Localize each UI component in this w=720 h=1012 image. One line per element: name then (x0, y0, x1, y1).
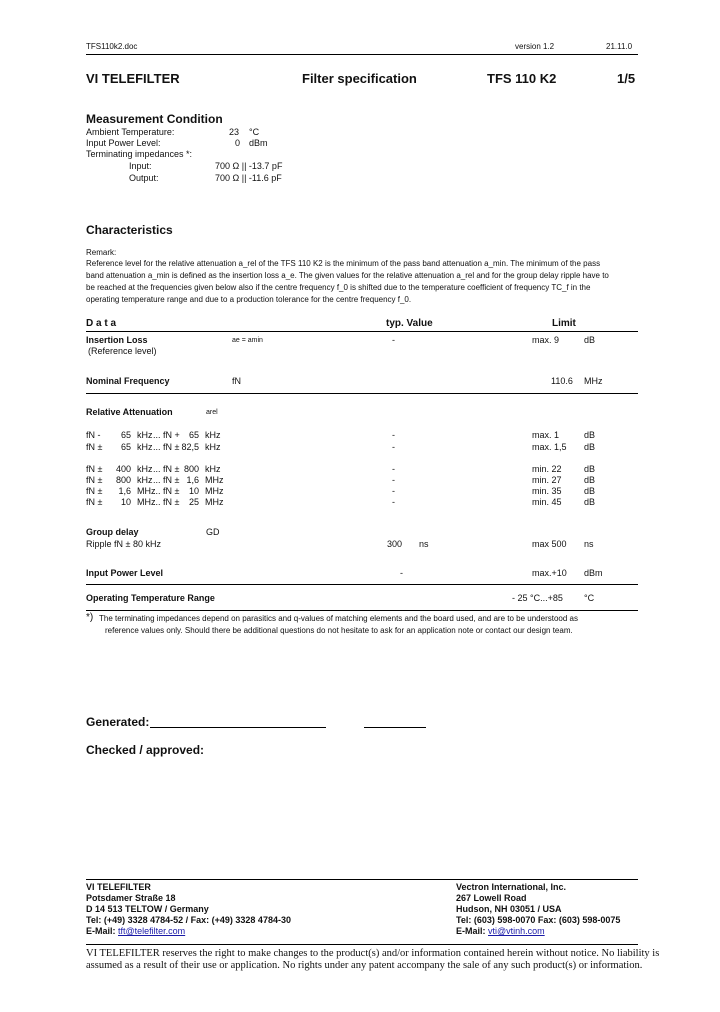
footer-rule (86, 944, 638, 945)
nominal-freq-label: Nominal Frequency (86, 376, 170, 386)
input-power-unit: dBm (584, 568, 603, 578)
version: version 1.2 (515, 42, 555, 51)
rel-att-limit: max. 1,5 (532, 442, 567, 452)
rel-att-f1: fN ± (86, 475, 103, 485)
rel-att-f2: ... fN ± (153, 497, 180, 507)
rel-att-unit: dB (584, 475, 596, 485)
rel-att-v2: 82,5 (181, 442, 199, 452)
rel-att-u2: kHz (205, 430, 221, 440)
disclaimer-line: VI TELEFILTER reserves the right to make changes to the product(s) and/or information contained herein without notice. No liability is (86, 948, 660, 959)
email-label: E-Mail: (86, 926, 119, 936)
rel-att-f1: fN ± (86, 464, 103, 474)
footnote-line: reference values only. Should there be additional questions do not hesitate to ask for an application note or contact our design team. (105, 626, 573, 635)
footer-left-line: Potsdamer Straße 18 (86, 893, 176, 903)
generated-label: Generated: (86, 715, 150, 729)
page-number: 1/5 (617, 71, 636, 86)
col-data: D a t a (86, 318, 117, 329)
date: 21.11.0 (606, 42, 633, 51)
rel-att-v1: 400 (115, 464, 131, 474)
measurement-title: Measurement Condition (86, 112, 223, 126)
ripple-typ: 300 (387, 539, 403, 549)
input-imp-label: Input: (129, 161, 152, 171)
generated-signature-line (150, 727, 326, 728)
ripple-unit: ns (584, 539, 594, 549)
rel-att-u1: kHz (137, 464, 153, 474)
row-rule (86, 584, 638, 585)
email-label: E-Mail: (456, 926, 489, 936)
input-power-label: Input Power Level: (86, 138, 161, 148)
input-power-row-label: Input Power Level (86, 568, 164, 578)
rel-att-u2: kHz (205, 464, 221, 474)
insertion-loss-sub: (Reference level) (88, 346, 157, 356)
rel-att-v2: 1,6 (186, 475, 199, 485)
output-imp-label: Output: (129, 173, 159, 183)
rel-att-v2: 10 (188, 486, 199, 496)
rel-att-v2: 800 (183, 464, 199, 474)
col-typ: typ. Value (386, 318, 433, 329)
rel-att-limit: min. 22 (532, 464, 562, 474)
insertion-loss-limit: max. 9 (532, 335, 560, 345)
rel-att-u1: kHz (137, 430, 153, 440)
rel-att-unit: dB (584, 497, 596, 507)
rel-att-u1: MHz (137, 486, 156, 496)
rel-att-u2: MHz (205, 475, 224, 485)
rel-att-f2: ... fN ± (153, 486, 180, 496)
email-link-vectron[interactable]: vti@vtinh.com (488, 926, 545, 936)
rel-att-f2: ... fN ± (153, 475, 180, 485)
rel-att-limit: min. 35 (532, 486, 562, 496)
ambient-temp-unit: °C (249, 127, 260, 137)
rel-att-typ: - (392, 464, 395, 474)
footer-right-line: Tel: (603) 598-0070 Fax: (603) 598-0075 (456, 915, 621, 925)
row-rule (86, 393, 638, 394)
rel-att-limit: min. 45 (532, 497, 562, 507)
footer-right-line: Hudson, NH 03051 / USA (456, 904, 562, 914)
rel-att-unit: dB (584, 486, 596, 496)
footnote-line: The terminating impedances depend on parasitics and q-values of matching elements and the board used, and are to be understood as (99, 614, 578, 623)
footer-right-line: 267 Lowell Road (456, 893, 527, 903)
rel-att-v2: 25 (188, 497, 199, 507)
op-temp-label: Operating Temperature Range (86, 593, 215, 603)
input-power-limit: max.+10 (532, 568, 567, 578)
rel-att-u2: MHz (205, 486, 224, 496)
table-rule (86, 331, 638, 332)
footer-left-line: VI TELEFILTER (86, 882, 151, 892)
rel-att-label: Relative Attenuation (86, 407, 173, 417)
rel-att-u1: kHz (137, 442, 153, 452)
rel-att-v1: 800 (115, 475, 131, 485)
email-link-telefilter[interactable]: tft@telefilter.com (118, 926, 186, 936)
rel-att-limit: max. 1 (532, 430, 560, 440)
rel-att-v1: 1,6 (118, 486, 131, 496)
rel-att-f1: fN ± (86, 486, 103, 496)
rel-att-unit: dB (584, 442, 596, 452)
rel-att-f1: fN - (86, 430, 101, 440)
footer-right (456, 882, 620, 937)
rel-att-typ: - (392, 497, 395, 507)
remark-line: operating temperature range and due to a production tolerance for the centre frequency f_0. (86, 295, 412, 304)
ambient-temp-value: 23 (229, 127, 240, 137)
rel-att-v1: 65 (120, 430, 131, 440)
characteristics-title: Characteristics (86, 223, 173, 237)
generated-date-line (364, 727, 426, 728)
rel-att-u2: MHz (205, 497, 224, 507)
col-limit: Limit (552, 318, 576, 329)
footer-left (86, 882, 291, 937)
footer-left-line: Tel: (+49) 3328 4784-52 / Fax: (+49) 3328 4784-30 (86, 915, 291, 925)
rel-att-u1: MHz (137, 497, 156, 507)
ripple-label: Ripple fN ± 80 kHz (86, 539, 161, 549)
footer-left-line: D 14 513 TELTOW / Germany (86, 904, 209, 914)
rel-att-typ: - (392, 486, 395, 496)
disclaimer-line: assumed as a result of their use or application. No rights under any patent accompany the sale of any such product(s) or information. (86, 960, 643, 971)
impedance-label: Terminating impedances *: (86, 149, 193, 159)
footnote-mark: *) (86, 612, 94, 623)
rel-att-u1: kHz (137, 475, 153, 485)
doc-title: Filter specification (302, 71, 417, 86)
op-temp-value: - 25 °C...+85 (512, 593, 563, 603)
rel-att-param: arel (206, 409, 218, 416)
insertion-loss-param: ae = amin (232, 337, 263, 344)
rel-att-f1: fN ± (86, 442, 103, 452)
remark-label: Remark: (86, 248, 117, 257)
footer-right-line: Vectron International, Inc. (456, 882, 567, 892)
rel-att-typ: - (392, 430, 395, 440)
row-rule (86, 610, 638, 611)
remark-line: band attenuation a_min is defined as the insertion loss a_e. The given values for the relative attenuation a_rel and for the group delay ripple have to (86, 271, 609, 280)
product-code: TFS 110 K2 (487, 71, 557, 86)
filename: TFS110k2.doc (86, 42, 138, 51)
rel-att-limit: min. 27 (532, 475, 562, 485)
ambient-temp-label: Ambient Temperature: (86, 127, 175, 137)
rel-att-f1: fN ± (86, 497, 103, 507)
output-imp-value: 700 Ω || -11.6 pF (215, 173, 282, 183)
input-imp-value: 700 Ω || -13.7 pF (215, 161, 283, 171)
rel-att-f2: ... fN ± (153, 464, 180, 474)
rel-att-f2: ... fN ± (153, 442, 180, 452)
group-delay-label: Group delay (86, 527, 139, 537)
remark-line: Reference level for the relative attenuation a_rel of the TFS 110 K2 is the minimum of the pass band attenuation a_min. The minimum of the pass (86, 259, 601, 268)
insertion-loss-unit: dB (584, 335, 596, 345)
rel-att-v1: 65 (120, 442, 131, 452)
group-delay-param: GD (206, 527, 220, 537)
input-power-unit: dBm (249, 138, 268, 148)
header-rule (86, 54, 638, 55)
rel-att-v2: 65 (188, 430, 199, 440)
remark-line: be reached at the frequencies given below also if the centre frequency f_0 is shifted due to the temperature coefficient of frequency TC_f in the (86, 283, 591, 292)
company-name: VI TELEFILTER (86, 71, 180, 86)
rel-att-unit: dB (584, 430, 596, 440)
nominal-freq-unit: MHz (584, 376, 603, 386)
rel-att-f2: ... fN + (153, 430, 180, 440)
input-power-value: 0 (235, 138, 241, 148)
nominal-freq-param: fN (232, 376, 241, 386)
insertion-loss-label: Insertion Loss (86, 335, 148, 345)
rel-att-v1: 10 (120, 497, 131, 507)
checked-label: Checked / approved: (86, 743, 205, 757)
nominal-freq-value: 110.6 (551, 376, 573, 386)
rel-att-typ: - (392, 475, 395, 485)
rel-att-u2: kHz (205, 442, 221, 452)
insertion-loss-typ: - (392, 335, 395, 345)
op-temp-unit: °C (584, 593, 595, 603)
ripple-limit: max 500 (532, 539, 567, 549)
footer-rule (86, 879, 638, 880)
rel-att-typ: - (392, 442, 395, 452)
input-power-typ: - (400, 568, 403, 578)
ripple-typ-unit: ns (419, 539, 429, 549)
rel-att-unit: dB (584, 464, 596, 474)
